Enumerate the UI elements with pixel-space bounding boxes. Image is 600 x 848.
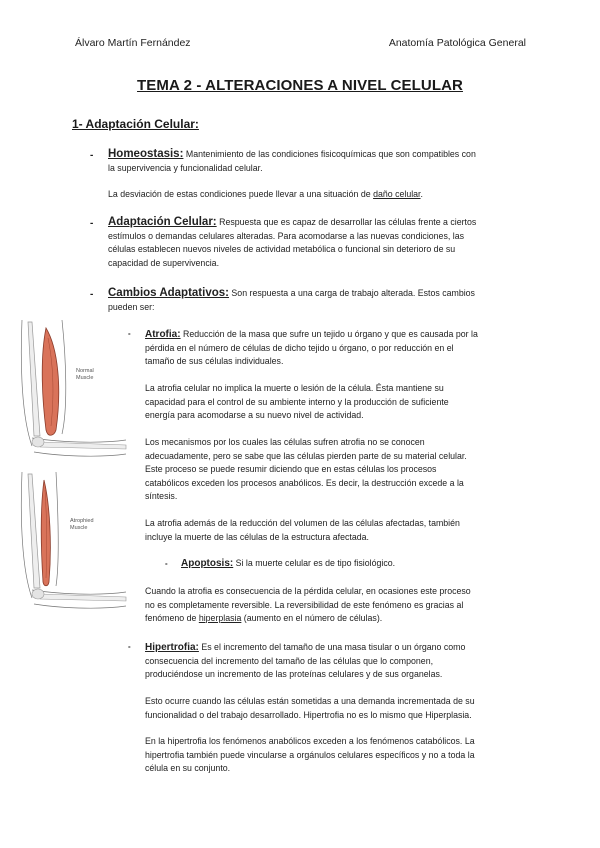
elbow-joint <box>32 437 44 447</box>
forearm-bone <box>40 442 126 449</box>
page-title: TEMA 2 - ALTERACIONES A NIVEL CELULAR <box>137 77 463 94</box>
bullet-dash: - <box>90 289 94 300</box>
paragraph-line: Esto ocurre cuando las células están sometidas a una demanda incrementada de su <box>145 696 475 706</box>
paragraph-line: consecuencia del incremento del tamaño de las células que lo componen, <box>145 655 434 666</box>
paragraph-line: Respuesta que es capaz de desarrollar las células frente a ciertos <box>216 217 477 227</box>
paragraph-line: Cuando la atrofia es consecuencia de la pérdida celular, en ocasiones este proceso <box>145 586 471 596</box>
homeostasis-block <box>108 148 538 175</box>
atrofia-paragraph-2 <box>145 382 540 423</box>
header-author: Álvaro Martín Fernández <box>75 37 191 49</box>
section-heading: 1- Adaptación Celular: <box>72 117 199 131</box>
cambios-term: Cambios Adaptativos: <box>108 287 229 299</box>
paragraph-line: Reducción de la masa que sufre un tejido u órgano y que es causada por la <box>180 329 478 339</box>
paragraph-line: pérdida en el número de células de dicho tejido u órgano, o por reducción en el <box>145 342 454 353</box>
hipertrofia-block <box>145 641 540 682</box>
hiperplasia-link: hiperplasia <box>198 613 242 624</box>
normal-muscle-shape <box>42 328 59 435</box>
note-text: . <box>420 189 423 199</box>
bullet-dash: - <box>90 150 94 161</box>
bullet-dash: - <box>128 642 131 651</box>
homeostasis-note <box>108 188 538 202</box>
paragraph-line: capacidad de supervivencia. <box>108 257 220 268</box>
paragraph-text: fenómeno de <box>145 613 199 624</box>
homeostasis-def-line: Mantenimiento de las condiciones fisicoquímicas que son compatibles con <box>183 149 476 159</box>
atrofia-paragraph-4 <box>145 517 540 544</box>
paragraph-line: estímulos o demandas celulares alteradas. Para acomodarse a las nuevas condiciones, las <box>108 230 464 241</box>
apoptosis-block <box>181 557 541 571</box>
humerus-bone <box>28 474 40 588</box>
paragraph-line: síntesis. <box>145 491 178 502</box>
atrofia-term: Atrofia: <box>145 329 181 340</box>
paragraph-line: tamaño de sus células individuales. <box>145 356 284 367</box>
hipertrofia-paragraph-3 <box>145 735 540 776</box>
paragraph-line: Este proceso se puede resumir diciendo que en estas células los procesos <box>145 464 437 475</box>
paragraph-line: capacidad para el control de su ambiente interno y la producción de suficiente <box>145 396 449 407</box>
bullet-dash: - <box>90 218 94 229</box>
forearm-bone <box>40 594 126 601</box>
paragraph-line: Si la muerte celular es de tipo fisiológico. <box>233 558 396 568</box>
note-text: La desviación de estas condiciones puede llevar a una situación de <box>108 189 374 199</box>
paragraph-line: pueden ser: <box>108 301 155 312</box>
atrofia-paragraph-3 <box>145 436 540 504</box>
elbow-joint <box>32 589 44 599</box>
header-subject: Anatomía Patológica General <box>388 37 526 49</box>
arm-outline <box>21 472 58 598</box>
paragraph-line: La atrofia además de la reducción del volumen de las células afectadas, también <box>145 518 460 528</box>
paragraph-line: incluye la muerte de las células de la estructura afectada. <box>145 531 369 542</box>
atrofia-block <box>145 328 540 369</box>
paragraph-line: produciéndose un incremento de las proteínas celulares y de sus organelas. <box>145 669 443 680</box>
atrophied-muscle-shape <box>41 480 50 586</box>
paragraph-line: adecuadamente, pero se sabe que las células pierden parte de su material celular. <box>145 450 467 461</box>
atrofia-paragraph-5 <box>145 585 540 626</box>
normal-muscle-label: Normal <box>76 368 94 374</box>
homeostasis-term: Homeostasis: <box>108 148 184 160</box>
bullet-dash: - <box>165 559 168 568</box>
paragraph-line: hipertrofia también puede vincularse a orgánulos celulares específicos y no a toda la <box>145 749 475 760</box>
paragraph-line: Los mecanismos por los cuales las células sufren atrofia no se conocen <box>145 437 425 447</box>
paragraph-line: Son respuesta a una carga de trabajo alterada. Estos cambios <box>228 288 475 298</box>
paragraph-line: En la hipertrofia los fenómenos anabólicos exceden a los fenómenos catabólicos. La <box>145 736 475 746</box>
paragraph-line: funcionalidad o del trabajo desarrollado. Hipertrofia no es lo mismo que Hiperplasia. <box>145 709 472 720</box>
paragraph-line: catabólicos exceden los procesos anabólicos. Es decir, la destrucción excede a la <box>145 477 464 488</box>
normal-muscle-illustration <box>18 318 128 463</box>
homeostasis-def-line: la supervivencia y funcionalidad celular. <box>108 162 263 173</box>
paragraph-line: células establecen nuevos niveles de actividad metabólica o funcional sin deterioro de su <box>108 244 456 255</box>
normal-muscle-label: Muscle <box>76 375 94 381</box>
paragraph-line: no es completamente reversible. La reversibilidad de este fenómeno es gracias al <box>145 599 464 610</box>
humerus-bone <box>28 322 40 436</box>
paragraph-line: energía para acomodarse a su nuevo nivel de actividad. <box>145 410 364 421</box>
atrophied-muscle-label: Muscle <box>70 525 88 531</box>
paragraph-line: célula en su conjunto. <box>145 763 231 774</box>
adaptacion-term: Adaptación Celular: <box>108 216 217 228</box>
adaptacion-block <box>108 216 538 270</box>
apoptosis-term: Apoptosis: <box>181 558 234 569</box>
hipertrofia-term: Hipertrofia: <box>145 642 199 653</box>
paragraph-text: (aumento en el número de células). <box>241 613 383 624</box>
dano-celular-link: daño celular <box>373 189 421 199</box>
paragraph-line: Es el incremento del tamaño de una masa tisular o un órgano como <box>198 642 466 652</box>
atrophied-muscle-label: Atrophied <box>70 518 94 524</box>
cambios-block <box>108 287 538 314</box>
bullet-dash: - <box>128 329 131 338</box>
paragraph-line: La atrofia celular no implica la muerte o lesión de la célula. Ésta mantiene su <box>145 383 444 393</box>
atrophied-muscle-illustration <box>18 470 128 615</box>
hipertrofia-paragraph-2 <box>145 695 540 722</box>
